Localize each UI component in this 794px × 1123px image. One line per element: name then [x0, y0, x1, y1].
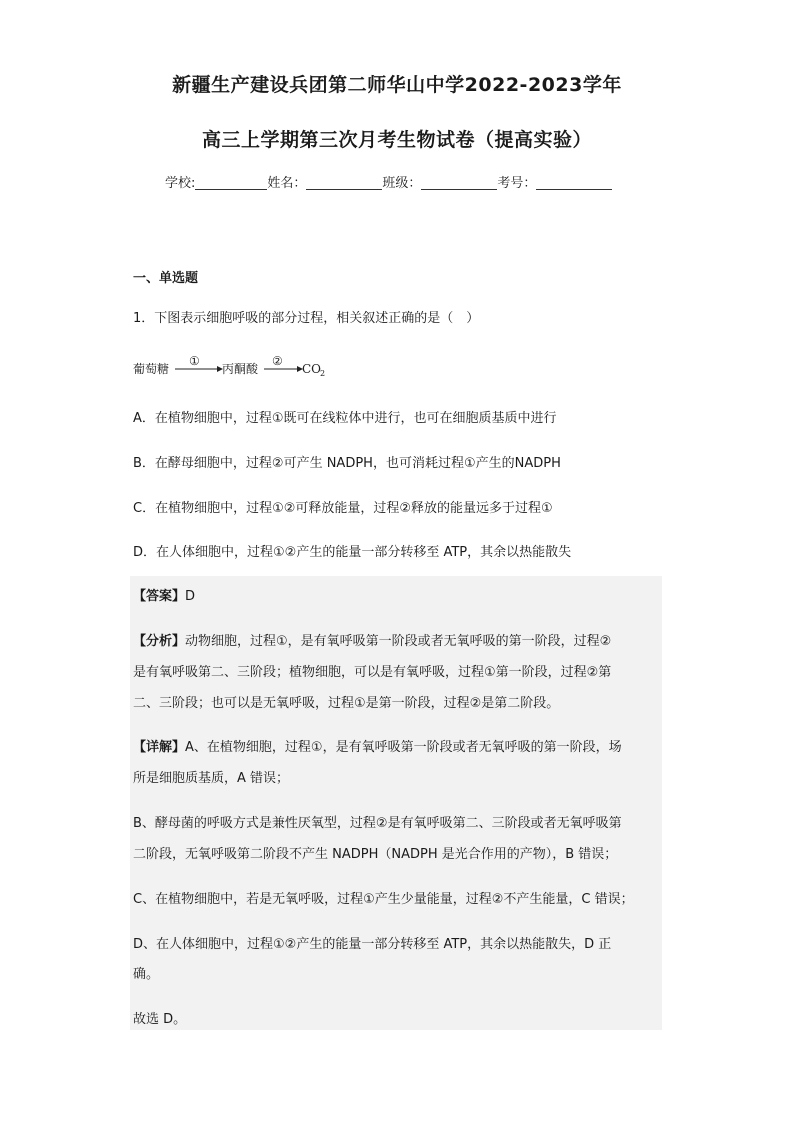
- detail-d-line-2: 确。: [133, 967, 160, 982]
- detail-label: 【详解】: [133, 740, 186, 755]
- option-c: C．在植物细胞中，过程①②可释放能量，过程②释放的能量远多于过程①: [133, 501, 553, 516]
- analysis-line-2: 是有氧呼吸第二、三阶段；植物细胞，可以是有氧呼吸，过程①第一阶段，过程②第: [133, 665, 612, 680]
- number-blank: [536, 175, 612, 190]
- option-a: A．在植物细胞中，过程①既可在线粒体中进行，也可在细胞质基质中进行: [133, 411, 557, 426]
- answer-value: D: [185, 589, 196, 604]
- detail-a-line-2: 所是细胞质基质，A 错误；: [133, 771, 290, 786]
- conclusion-line: 故选 D。: [133, 1012, 187, 1027]
- respiration-diagram: [133, 352, 353, 382]
- detail-a-text-1: A、在植物细胞，过程①，是有氧呼吸第一阶段或者无氧呼吸的第一阶段，场: [185, 740, 622, 755]
- analysis-line-3: 二、三阶段；也可以是无氧呼吸，过程①是第一阶段，过程②是第二阶段。: [133, 696, 560, 711]
- answer-line: [133, 585, 195, 604]
- analysis-label: 【分析】: [133, 634, 186, 649]
- diagram-co2: CO: [302, 362, 322, 376]
- detail-a-line-1: [133, 736, 622, 755]
- diagram-glucose: 葡萄糖: [133, 362, 170, 376]
- diagram-pyruvate: 丙酮酸: [222, 362, 259, 376]
- option-b: B．在酵母细胞中，过程②可产生 NADPH，也可消耗过程①产生的NADPH: [133, 456, 561, 471]
- class-label: 班级：: [382, 176, 422, 191]
- diagram-co2-subscript: 2: [320, 369, 326, 378]
- question-stem: 1．下图表示细胞呼吸的部分过程，相关叙述正确的是（ ）: [133, 311, 480, 326]
- title-line-2: 高三上学期第三次月考生物试卷（提高实验）: [201, 129, 592, 151]
- name-label: 姓名：: [267, 176, 307, 191]
- detail-b-line-2: 二阶段，无氧呼吸第二阶段不产生 NADPH（NADPH 是光合作用的产物），B 错误；: [133, 847, 618, 862]
- detail-c-line-1: C、在植物细胞中，若是无氧呼吸，过程①产生少量能量，过程②不产生能量，C 错误；: [133, 892, 634, 907]
- school-blank: [195, 175, 267, 190]
- diagram-step-2: ②: [272, 354, 283, 368]
- analysis-line-1: [133, 630, 611, 649]
- number-label: 考号：: [497, 176, 537, 191]
- detail-b-line-1: B、酵母菌的呼吸方式是兼性厌氧型，过程②是有氧呼吸第二、三阶段或者无氧呼吸第: [133, 816, 622, 831]
- option-d: D．在人体细胞中，过程①②产生的能量一部分转移至 ATP，其余以热能散失: [133, 545, 572, 560]
- class-blank: [421, 175, 497, 190]
- answer-label: 【答案】: [133, 589, 186, 604]
- name-blank: [306, 175, 382, 190]
- school-label: 学校:: [165, 176, 196, 191]
- analysis-text-1: 动物细胞，过程①，是有氧呼吸第一阶段或者无氧呼吸的第一阶段，过程②: [185, 634, 612, 649]
- diagram-step-1: ①: [189, 354, 200, 368]
- detail-d-line-1: D、在人体细胞中，过程①②产生的能量一部分转移至 ATP，其余以热能散失，D 正: [133, 937, 612, 952]
- section-title: 一、单选题: [133, 271, 199, 286]
- title-line-1: 新疆生产建设兵团第二师华山中学2022-2023学年: [172, 74, 622, 96]
- student-info-line: [165, 172, 612, 191]
